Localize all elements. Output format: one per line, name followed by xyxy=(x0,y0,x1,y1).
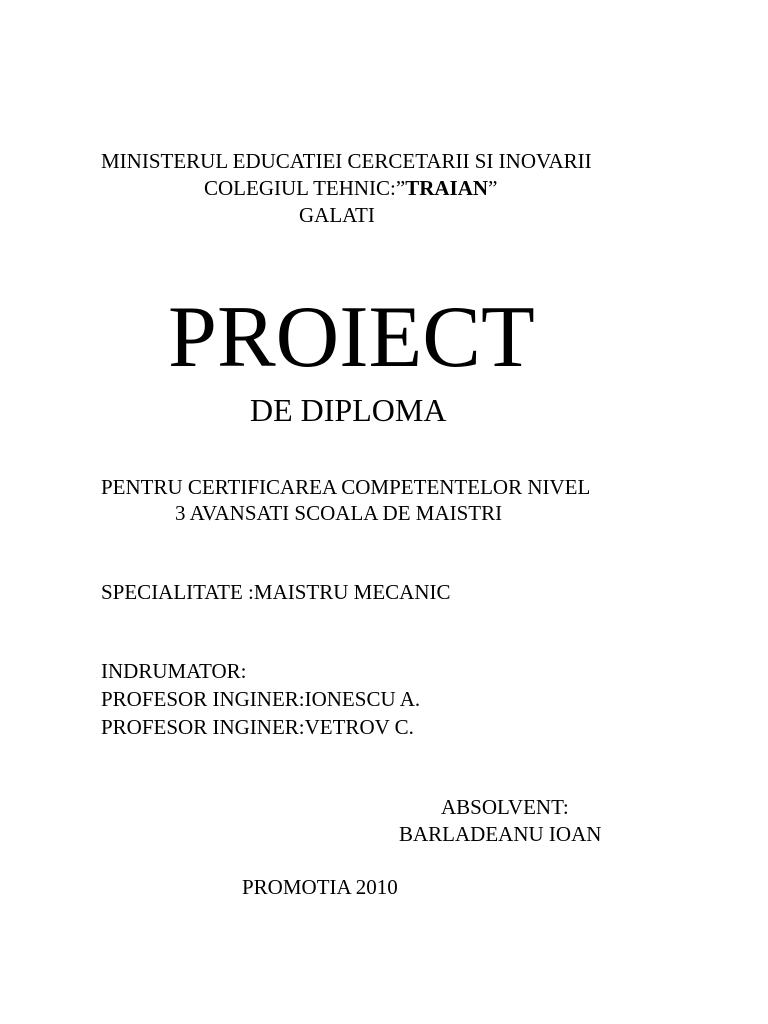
city-name: GALATI xyxy=(299,203,375,227)
document-title: PROIECT xyxy=(168,289,535,386)
graduate-name: BARLADEANU IOAN xyxy=(399,822,602,846)
purpose-line-1: PENTRU CERTIFICAREA COMPETENTELOR NIVEL xyxy=(101,475,591,499)
specialty: SPECIALITATE :MAISTRU MECANIC xyxy=(101,580,451,604)
document-subtitle: DE DIPLOMA xyxy=(250,392,447,428)
ministry-name: MINISTERUL EDUCATIEI CERCETARII SI INOVARII xyxy=(101,149,592,173)
advisor-item: PROFESOR INGINER:VETROV C. xyxy=(101,715,414,739)
advisor-item: PROFESOR INGINER:IONESCU A. xyxy=(101,687,421,711)
graduate-label: ABSOLVENT: xyxy=(441,795,569,819)
college-line xyxy=(204,175,497,201)
college-name: TRAIAN xyxy=(405,176,489,200)
promotion-year: PROMOTIA 2010 xyxy=(242,875,398,899)
advisor-label: INDRUMATOR: xyxy=(101,659,247,683)
college-prefix: COLEGIUL TEHNIC:” xyxy=(204,176,406,200)
purpose-line-2: 3 AVANSATI SCOALA DE MAISTRI xyxy=(175,501,503,525)
college-suffix: ” xyxy=(488,176,498,200)
